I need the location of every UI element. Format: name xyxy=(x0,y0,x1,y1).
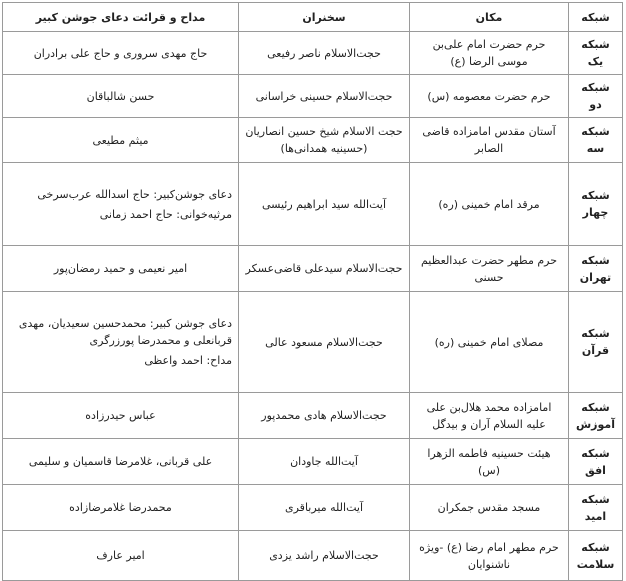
network-cell: شبکه تهران xyxy=(569,246,623,292)
header-madah: مداح و قرائت دعای جوشن کبیر xyxy=(3,3,239,32)
madah-cell: علی قربانی، غلامرضا قاسمیان و سلیمی xyxy=(3,439,239,485)
table-row xyxy=(3,393,623,439)
table-row xyxy=(3,246,623,292)
madah-cell: امیر نعیمی و حمید رمضان‌پور xyxy=(3,246,239,292)
madah-cell: حسن شالباقان xyxy=(3,75,239,118)
madah-line: دعای جوشن‌کبیر: حاج اسدالله عرب‌سرخی xyxy=(37,187,232,201)
speaker-cell: حجت الاسلام شیخ حسین انصاریان (حسینیه همدانی‌ها) xyxy=(239,118,410,163)
place-cell: هیئت حسینیه فاطمه الزهرا (س) xyxy=(410,439,569,485)
network-cell: شبکه افق xyxy=(569,439,623,485)
madah-cell: محمدرضا غلامرضازاده xyxy=(3,485,239,531)
madah-cell: عباس حیدرزاده xyxy=(3,393,239,439)
madah-line: دعای جوشن کبیر: محمدحسین سعیدیان، مهدی قربانعلی و محمدرضا پورزرگری xyxy=(18,317,232,347)
speaker-cell: حجت‌الاسلام مسعود عالی xyxy=(239,292,410,393)
table-row xyxy=(3,485,623,531)
network-cell: شبکه امید xyxy=(569,485,623,531)
speaker-cell: حجت‌الاسلام هادی محمدپور xyxy=(239,393,410,439)
place-cell: حرم مطهر امام رضا (ع) -ویژه ناشنوایان xyxy=(410,531,569,581)
place-cell: حرم حضرت معصومه (س) xyxy=(410,75,569,118)
network-cell: شبکه قرآن xyxy=(569,292,623,393)
table-row xyxy=(3,32,623,75)
madah-line: مرثیه‌خوانی: حاج احمد زمانی xyxy=(99,207,232,221)
place-cell: امامزاده محمد هلال‌بن علی علیه السلام آران و بیدگل xyxy=(410,393,569,439)
speaker-cell: حجت‌الاسلام راشد یزدی xyxy=(239,531,410,581)
header-place: مکان xyxy=(410,3,569,32)
table-row xyxy=(3,292,623,393)
speaker-cell: آیت‌الله سید ابراهیم رئیسی xyxy=(239,163,410,246)
schedule-table-container xyxy=(2,2,623,581)
madah-cell xyxy=(3,163,239,246)
place-cell: حرم حضرت امام علی‌بن موسی الرضا (ع) xyxy=(410,32,569,75)
madah-cell xyxy=(3,292,239,393)
table-row xyxy=(3,531,623,581)
header-row xyxy=(3,3,623,32)
madah-line: مداح: احمد واعظی xyxy=(144,354,232,367)
madah-cell: امیر عارف xyxy=(3,531,239,581)
speaker-cell: حجت‌الاسلام سیدعلی قاضی‌عسکر xyxy=(239,246,410,292)
table-row xyxy=(3,118,623,163)
table-row xyxy=(3,439,623,485)
network-cell: شبکه سلامت xyxy=(569,531,623,581)
place-cell: حرم مطهر حضرت عبدالعظیم حسنی xyxy=(410,246,569,292)
table-row xyxy=(3,75,623,118)
network-cell: شبکه یک xyxy=(569,32,623,75)
speaker-cell: آیت‌الله میرباقری xyxy=(239,485,410,531)
madah-cell: حاج مهدی سروری و حاج علی برادران xyxy=(3,32,239,75)
speaker-cell: حجت‌الاسلام حسینی خراسانی xyxy=(239,75,410,118)
place-cell: آستان مقدس امامزاده قاضی الصابر xyxy=(410,118,569,163)
network-cell: شبکه سه xyxy=(569,118,623,163)
speaker-cell: آیت‌الله جاودان xyxy=(239,439,410,485)
place-cell: مرقد امام خمینی (ره) xyxy=(410,163,569,246)
place-cell: مسجد مقدس جمکران xyxy=(410,485,569,531)
place-cell: مصلای امام خمینی (ره) xyxy=(410,292,569,393)
header-network: شبکه xyxy=(569,3,623,32)
network-cell: شبکه چهار xyxy=(569,163,623,246)
schedule-table xyxy=(2,2,623,581)
table-row xyxy=(3,163,623,246)
network-cell: شبکه دو xyxy=(569,75,623,118)
madah-cell: میثم مطیعی xyxy=(3,118,239,163)
speaker-cell: حجت‌الاسلام ناصر رفیعی xyxy=(239,32,410,75)
network-cell: شبکه آموزش xyxy=(569,393,623,439)
header-speaker: سخنران xyxy=(239,3,410,32)
